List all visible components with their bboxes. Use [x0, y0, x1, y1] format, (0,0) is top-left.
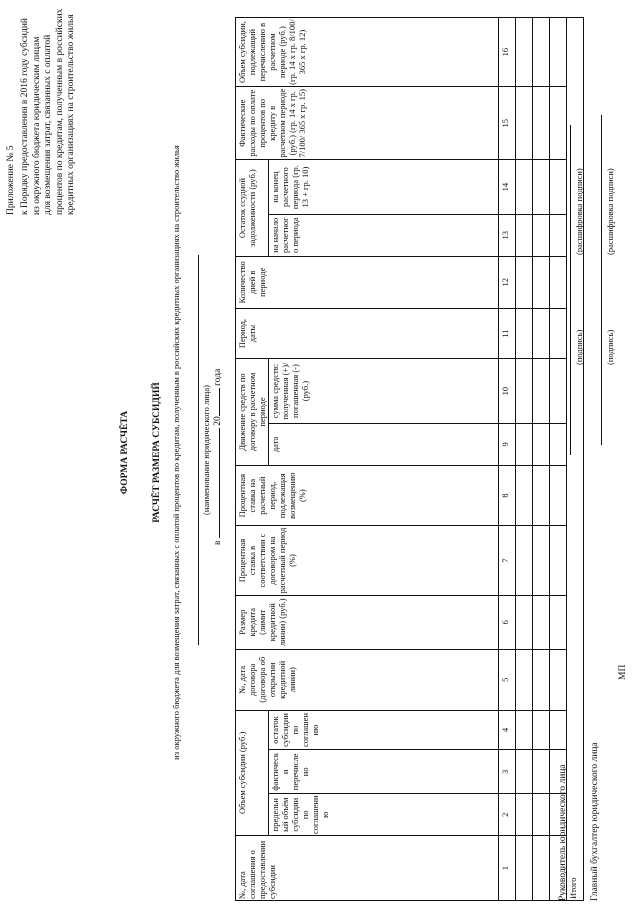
head-signature-line — [570, 125, 571, 455]
year-blank — [219, 388, 220, 416]
form-title: ФОРМА РАСЧЁТА — [120, 410, 130, 495]
column-number: 11 — [499, 308, 516, 358]
column-number: 3 — [499, 750, 516, 794]
appendix-line: кредитных организациях на строительство жилья — [65, 14, 76, 215]
head-decode-caption: (расшифровка подписи) — [574, 168, 584, 255]
table-row — [516, 18, 533, 901]
header-limit-subsidy: предельный объём субсидии по соглашению — [269, 794, 499, 836]
accountant-sign-caption: (подпись) — [605, 329, 615, 365]
table-row — [533, 18, 550, 901]
column-number: 9 — [499, 423, 516, 465]
header-credit-size: Размер кредита (лимит кредитной линии) (руб.) — [236, 595, 499, 649]
header-subsidy-volume: Объем субсидии (руб.) — [236, 710, 269, 836]
accountant-signature-label: Главный бухгалтер юридического лица — [590, 742, 600, 901]
column-number: 8 — [499, 465, 516, 526]
period-year-prefix: 20 — [213, 416, 223, 426]
accountant-decode-caption: (расшифровка подписи) — [605, 168, 615, 255]
period-line — [213, 305, 224, 545]
column-number: 6 — [499, 595, 516, 649]
document-title: РАСЧЁТ РАЗМЕРА СУБСИДИЙ — [152, 382, 162, 523]
column-numbers-row — [499, 18, 516, 901]
header-funds-movement: Движение средств по договору в расчетном периоде — [236, 359, 269, 466]
header-days-count: Количество дней в периоде — [236, 256, 499, 308]
column-number: 7 — [499, 526, 516, 595]
header-period-dates: Период, даты — [236, 308, 499, 358]
column-number: 4 — [499, 710, 516, 750]
header-transferred: фактически перечислено — [269, 750, 499, 794]
header-agreement: №, дата соглашения о предоставлении субсидии — [236, 836, 499, 901]
header-remaining: остаток субсидии по соглашению — [269, 710, 499, 750]
header-balance-end: на конец расчетного периода (гр. 13 + гр. 10) — [269, 160, 499, 214]
accountant-signature-line — [601, 115, 602, 445]
appendix-line: процентов по кредитам, полученным в российских — [54, 8, 65, 215]
appendix-line: к Порядку предоставления в 2016 году субсидий — [20, 17, 31, 215]
column-number: 15 — [499, 87, 516, 160]
appendix-line: из окружного бюджета юридическим лицам — [31, 36, 42, 215]
purpose-text: из окружного бюджета для возмещения затрат, связанных с оплатой процентов по кредитам, полученным в российских кредитных организациях на строительство жилья — [171, 145, 181, 760]
column-number: 2 — [499, 794, 516, 836]
header-amount: сумма средств: полученная (+)/ погашенная (-) (руб.) — [269, 359, 499, 424]
header-loan-balance: Остаток ссудной задолженности (руб.) — [236, 160, 269, 256]
period-blank — [219, 428, 220, 538]
header-date: дата — [269, 423, 499, 465]
appendix-line: для возмещения затрат, связанных с оплатой — [43, 34, 54, 215]
column-number: 12 — [499, 256, 516, 308]
header-refund-rate: Процентная ставка на расчетный период, подлежащая возмещению (%) — [236, 465, 499, 526]
period-suffix: года — [213, 368, 223, 386]
calculation-table — [235, 17, 584, 901]
header-interest-rate: Процентная ставка в соответствии с договором на расчетный период (%) — [236, 526, 499, 595]
stamp-place: МП — [618, 664, 628, 680]
appendix-title: Приложение № 5 — [6, 145, 16, 215]
column-number: 14 — [499, 160, 516, 214]
head-signature-label: Руководитель юридического лица — [558, 764, 568, 901]
appendix-block — [6, 0, 77, 215]
column-number: 1 — [499, 836, 516, 901]
column-number: 13 — [499, 214, 516, 256]
head-sign-caption: (подпись) — [574, 329, 584, 365]
entity-name-line — [198, 255, 199, 645]
column-number: 16 — [499, 18, 516, 87]
header-balance-start: на начало расчетного периода — [269, 214, 499, 256]
header-contract: №, дата договора (договора об открытии кредитной линии) — [236, 649, 499, 710]
column-number: 10 — [499, 359, 516, 424]
entity-caption: (наименование юридического лица) — [201, 385, 211, 515]
header-subsidy-due: Объем субсидии, подлежащий перечислению в расчетном периоде (руб.) (гр. 14 x гр. 8/100/ 365 x гр. 12) — [236, 18, 499, 87]
header-actual-expenses: Фактические расходы по оплате процентов по кредиту в расчетном периоде (руб.) (гр. 14 x гр. 7/100/ 365 x гр. 15) — [236, 87, 499, 160]
total-label: Итого — [567, 18, 584, 901]
column-number: 5 — [499, 649, 516, 710]
period-prefix: в — [213, 540, 223, 545]
